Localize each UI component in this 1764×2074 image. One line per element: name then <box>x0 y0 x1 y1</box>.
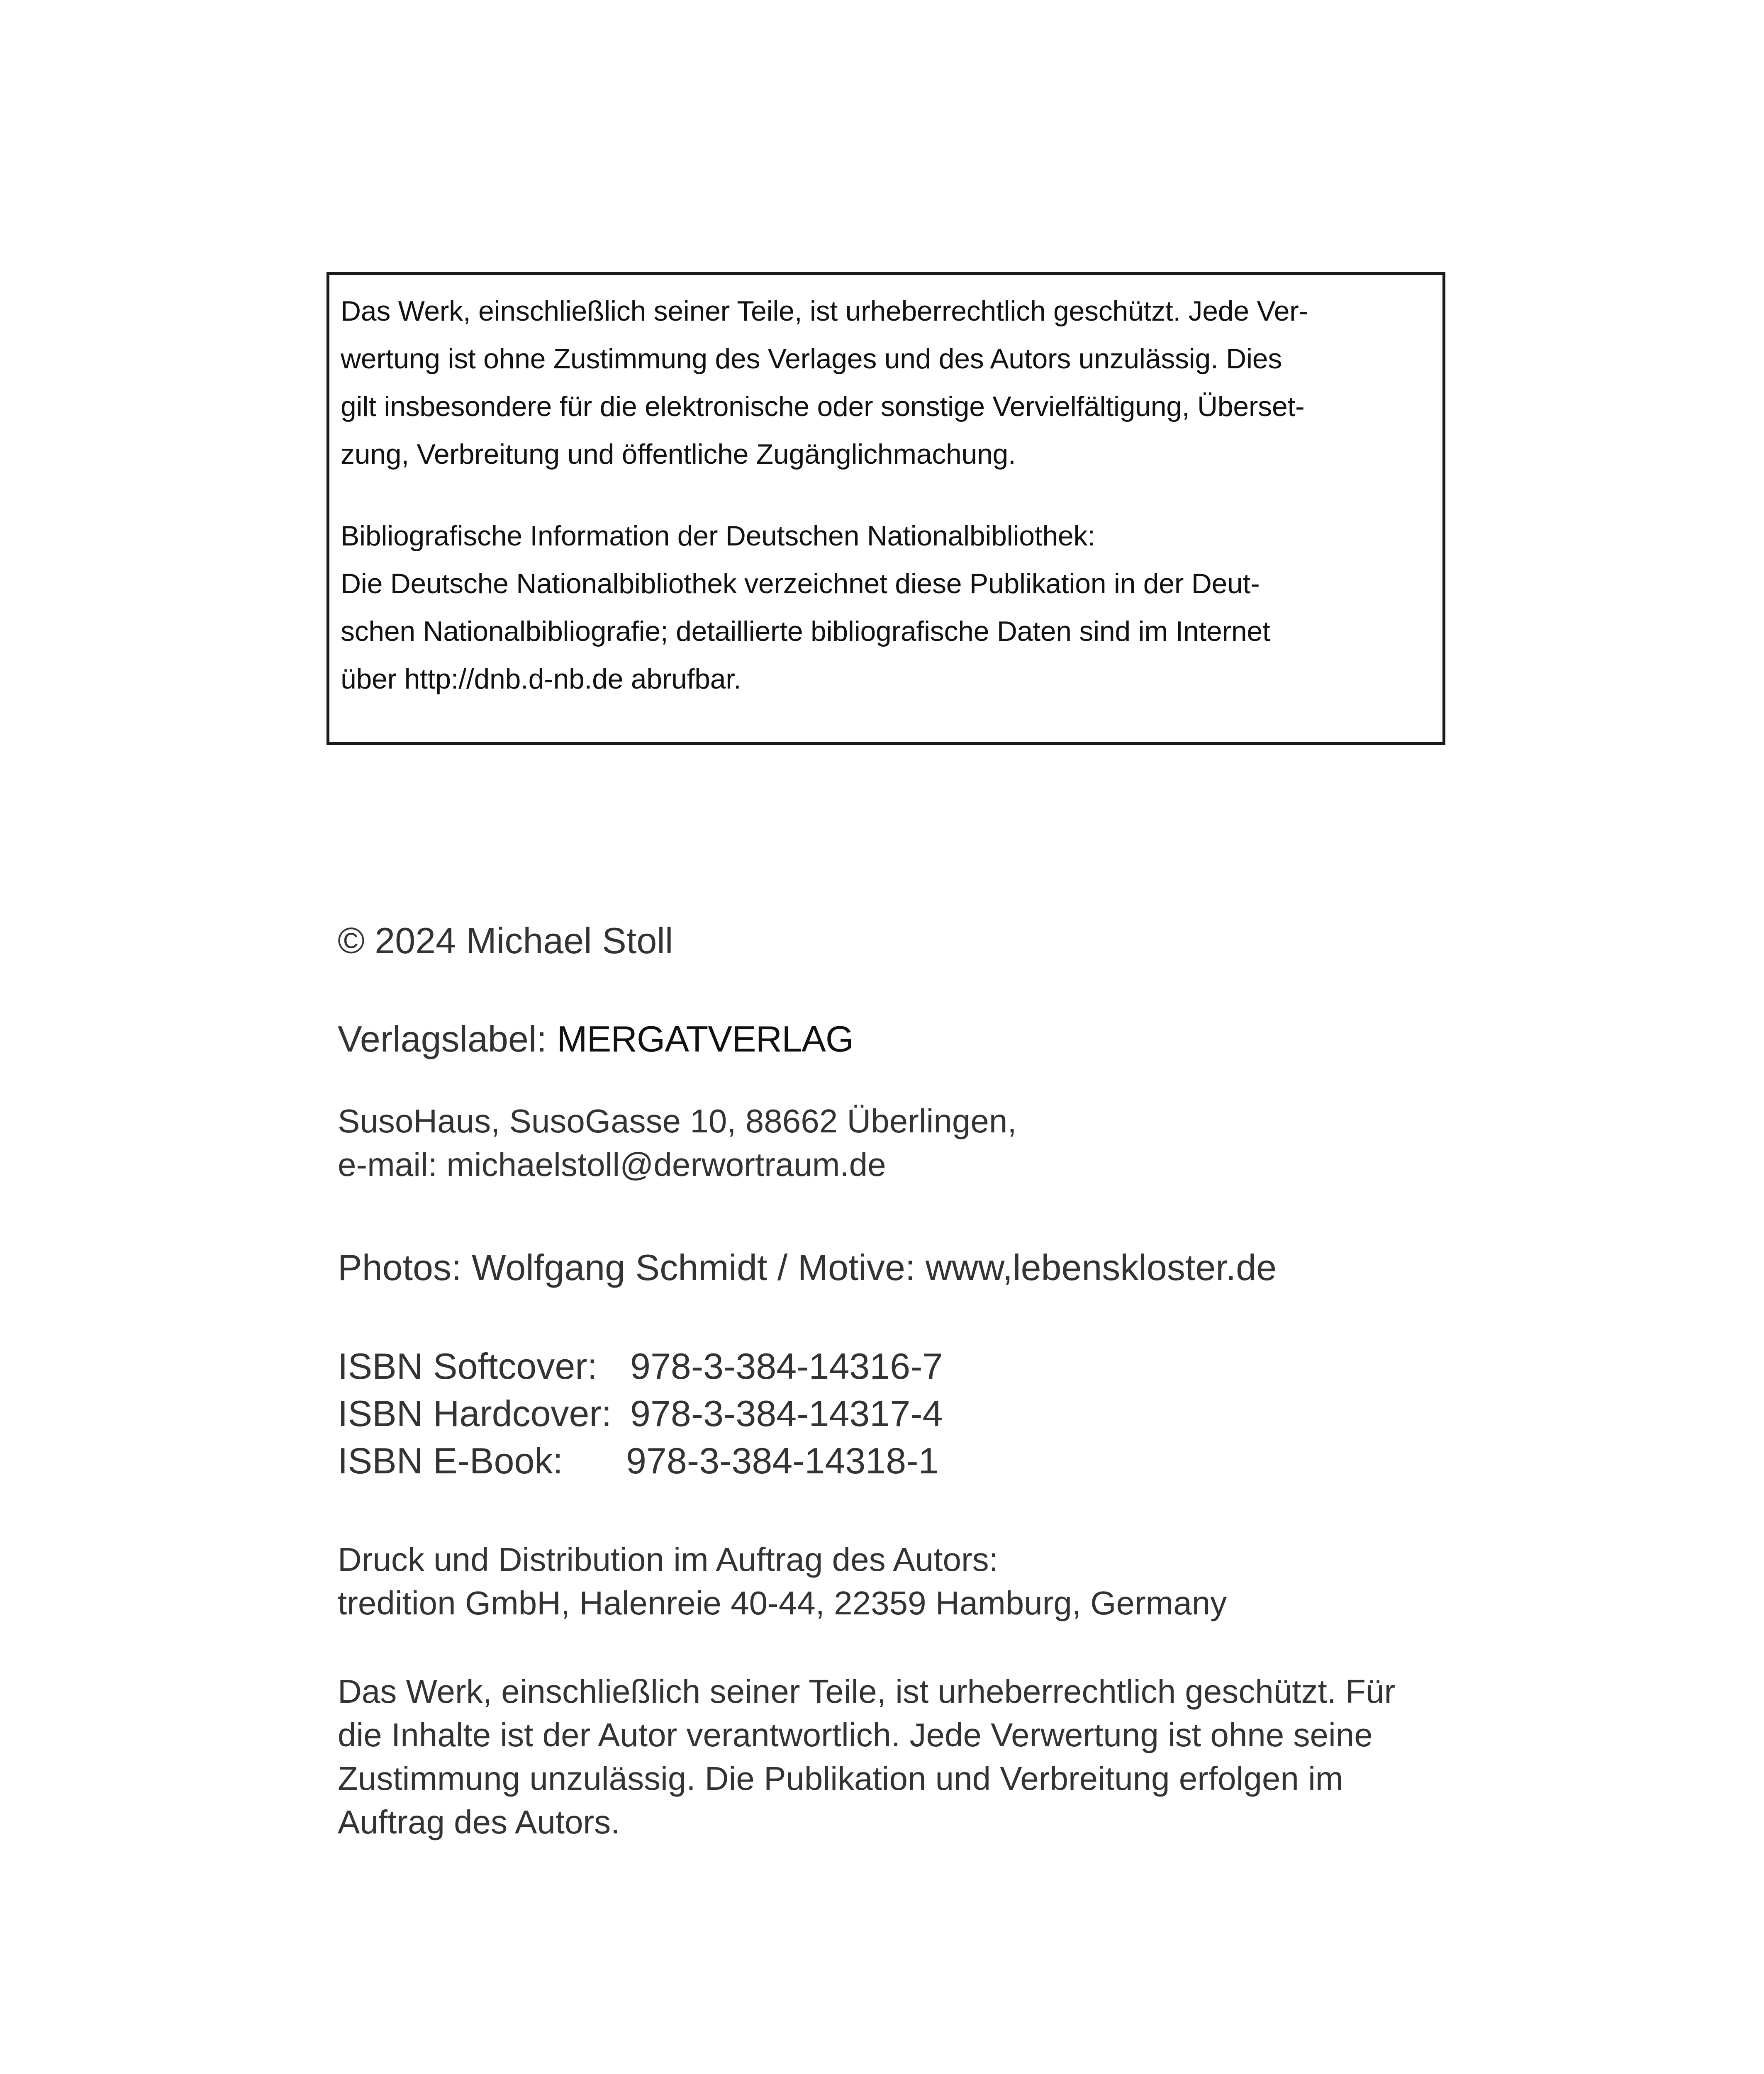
copyright-notice-box <box>326 272 1445 745</box>
text-line: die Inhalte ist der Autor verantwortlich. Jede Verwertung ist ohne seine <box>338 1716 1373 1753</box>
publisher-address <box>338 1099 1017 1186</box>
isbn-label: ISBN Softcover: <box>338 1346 598 1387</box>
text-line: wertung ist ohne Zustimmung des Verlages und des Autors unzulässig. Dies <box>341 343 1282 375</box>
bibliographic-info-paragraph <box>341 512 1426 703</box>
text-line: Das Werk, einschließlich seiner Teile, ist urheberrechtlich geschützt. Für <box>338 1673 1396 1710</box>
isbn-value: 978-3-384-14316-7 <box>630 1346 943 1387</box>
text-line: Das Werk, einschließlich seiner Teile, ist urheberrechtlich geschützt. Jede Ver- <box>341 295 1308 327</box>
copyright-line: © 2024 Michael Stoll <box>338 920 673 961</box>
text-line: Bibliografische Information der Deutschen Nationalbibliothek: <box>341 520 1095 552</box>
publisher-label-line <box>338 1018 853 1060</box>
closing-copyright-paragraph <box>338 1670 1395 1844</box>
text-line: tredition GmbH, Halenreie 40-44, 22359 Hamburg, Germany <box>338 1585 1227 1621</box>
isbn-label: ISBN Hardcover: <box>338 1393 612 1434</box>
email-line: e-mail: michaelstoll@derwortraum.de <box>338 1146 886 1183</box>
text-line: über http://dnb.d-nb.de abrufbar. <box>341 663 741 695</box>
text-line: Druck und Distribution im Auftrag des Autors: <box>338 1541 998 1578</box>
text-line: Zustimmung unzulässig. Die Publikation und Verbreitung erfolgen im <box>338 1760 1343 1797</box>
isbn-label: ISBN E-Book: <box>338 1440 563 1481</box>
isbn-row-ebook <box>338 1437 1001 1485</box>
text-line: Auftrag des Autors. <box>338 1804 620 1840</box>
text-line: zung, Verbreitung und öffentliche Zugänglichmachung. <box>341 438 1016 470</box>
isbn-value: 978-3-384-14317-4 <box>630 1393 943 1434</box>
address-line: SusoHaus, SusoGasse 10, 88662 Überlingen, <box>338 1103 1017 1139</box>
text-line: gilt insbesondere für die elektronische oder sonstige Vervielfältigung, Überset- <box>341 391 1305 422</box>
publisher-label-prefix: Verlagslabel: <box>338 1018 557 1059</box>
print-distribution-info <box>338 1538 1227 1625</box>
photo-credits: Photos: Wolfgang Schmidt / Motive: www,lebenskloster.de <box>338 1247 1277 1288</box>
isbn-row-hardcover <box>338 1390 1001 1437</box>
isbn-value: 978-3-384-14318-1 <box>626 1440 939 1481</box>
isbn-list <box>338 1343 1001 1485</box>
text-line: Die Deutsche Nationalbibliothek verzeichnet diese Publikation in der Deut- <box>341 568 1260 599</box>
copyright-notice-paragraph <box>341 287 1426 478</box>
text-line: schen Nationalbibliografie; detaillierte bibliografische Daten sind im Internet <box>341 616 1270 647</box>
publisher-name: MERGATVERLAG <box>557 1018 854 1059</box>
isbn-row-softcover <box>338 1343 1001 1390</box>
